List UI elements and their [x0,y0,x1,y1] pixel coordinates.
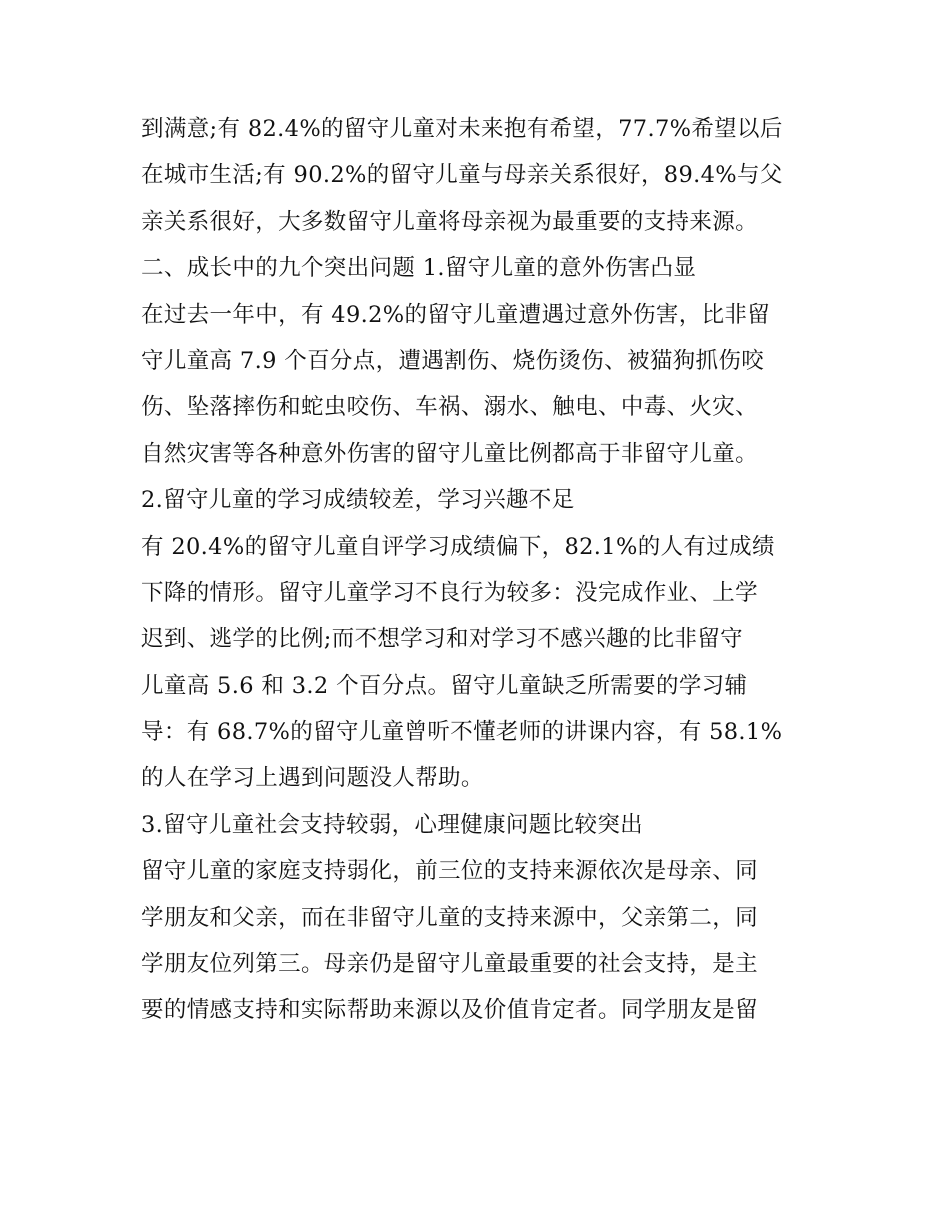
text-line-15: 的人在学习上遇到问题没人帮助。 [141,765,484,792]
subheading-3: 3.留守儿童社会支持较弱，心理健康问题比较突出 [141,811,644,838]
subheading-2: 2.留守儿童的学习成绩较差，学习兴趣不足 [141,487,575,514]
text-line-18: 学朋友和父亲，而在非留守儿童的支持来源中，父亲第二，同 [141,904,758,931]
text-line-11: 下降的情形。留守儿童学习不良行为较多：没完成作业、上学 [141,579,758,606]
text-line-14: 导：有 68.7%的留守儿童曾听不懂老师的讲课内容，有 58.1% [141,719,783,746]
text-line-8: 自然灾害等各种意外伤害的留守儿童比例都高于非留守儿童。 [141,440,758,467]
document-body [141,106,821,1034]
text-line-2: 在城市生活;有 90.2%的留守儿童与母亲关系很好，89.4%与父 [141,162,783,189]
text-line-6: 守儿童高 7.9 个百分点，遭遇割伤、烧伤烫伤、被猫狗抓伤咬 [141,347,765,374]
text-line-10: 有 20.4%的留守儿童自评学习成绩偏下，82.1%的人有过成绩 [141,533,775,560]
text-line-12: 迟到、逃学的比例;而不想学习和对学习不感兴趣的比非留守 [141,626,744,653]
text-line-19: 学朋友位列第三。母亲仍是留守儿童最重要的社会支持，是主 [141,951,758,978]
text-line-7: 伤、坠落摔伤和蛇虫咬伤、车祸、溺水、触电、中毒、火灾、 [141,394,758,421]
text-line-13: 儿童高 5.6 和 3.2 个百分点。留守儿童缺乏所需要的学习辅 [141,672,748,699]
text-line-3: 亲关系很好，大多数留守儿童将母亲视为最重要的支持来源。 [141,208,758,235]
text-line-17: 留守儿童的家庭支持弱化，前三位的支持来源依次是母亲、同 [141,858,758,885]
text-line-1: 到满意;有 82.4%的留守儿童对未来抱有希望，77.7%希望以后 [141,116,783,142]
section-heading-2: 二、成长中的九个突出问题 1.留守儿童的意外伤害凸显 [141,255,697,282]
text-line-5: 在过去一年中，有 49.2%的留守儿童遭遇过意外伤害，比非留 [141,301,771,328]
text-line-20: 要的情感支持和实际帮助来源以及价值肯定者。同学朋友是留 [141,997,758,1024]
